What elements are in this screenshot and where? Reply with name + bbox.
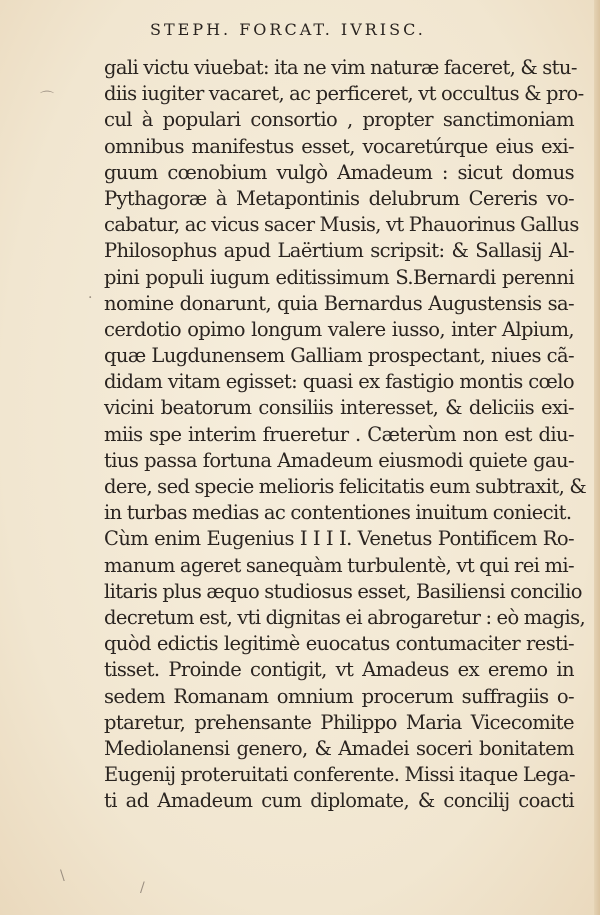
text-line: tisset. Proinde contigit, vt Amadeus ex eremo in [104,658,574,682]
text-line: nomine donarunt, quia Bernardus Augustensis sa- [104,291,574,315]
text-line: tius passa fortuna Amadeum eiusmodi quiete gau- [104,448,574,472]
margin-mark: ⌒ [40,91,54,107]
text-line: litaris plus æquo studiosus esset, Basiliensi concilio [104,579,582,603]
text-line: vicini beatorum consiliis interesset, & deliciis exi- [104,396,574,420]
text-line: didam vitam egisset: quasi ex fastigio montis cœlo [104,370,574,394]
text-line: Mediolanensi genero, & Amadei soceri bonitatem [104,736,574,760]
text-line: gali victu viuebat: ita ne vim naturæ faceret, & stu- [104,56,577,79]
margin-mark: · [88,290,93,306]
margin-mark: \ [60,868,65,884]
text-line: dere, sed specie melioris felicitatis eum subtraxit, & [104,475,587,498]
text-line: omnibus manifestus esset, vocaretúrque eius exi- [104,134,574,158]
body-text [104,55,587,814]
text-line: cul à populari consortio , propter sanctimoniam [104,108,574,132]
text-line: manum ageret sanequàm turbulentè, vt qui rei mi- [104,553,574,577]
text-line: sedem Romanam omnium procerum suffragiis o- [104,684,574,708]
text-line: cabatur, ac vicus sacer Musis, vt Phauorinus Gallus [104,213,579,237]
text-line: cerdotio opimo longum valere iusso, inter Alpium, [104,317,574,341]
text-line: ti ad Amadeum cum diplomate, & concilij coacti [104,789,574,813]
text-line: Philosophus apud Laërtium scripsit: & Sallasij Al- [104,239,574,263]
text-line: quòd edictis legitimè euocatus contumaciter resti- [104,632,574,656]
text-line: in turbas medias ac contentiones inuitum coniecit. [104,501,572,525]
text-line: Pythagoræ à Metapontinis delubrum Cereris vo- [104,186,574,210]
page-edge [594,0,600,915]
text-line: ptaretur, prehensante Philippo Maria Vicecomite [104,710,574,734]
text-line: miis spe interim frueretur . Cæterùm non est diu- [104,422,574,446]
text-line: quæ Lugdunensem Galliam prospectant, niues cã- [104,344,574,368]
text-line: diis iugiter vacaret, ac perficeret, vt occultus & pro- [104,82,584,106]
text-line: Cùm enim Eugenius I I I I. Venetus Pontificem Ro- [104,527,574,551]
text-line: decretum est, vti dignitas ei abrogaretur : eò magis, [104,605,586,629]
text-line: guum cœnobium vulgò Amadeum : sicut domus [104,160,574,184]
running-head: STEPH. FORCAT. IVRISC. [150,20,426,39]
text-line: pini populi iugum editissimum S.Bernardi perenni [104,265,574,289]
margin-mark: / [140,880,145,896]
text-line: Eugenij proteruitati conferente. Missi itaque Lega- [104,763,576,787]
